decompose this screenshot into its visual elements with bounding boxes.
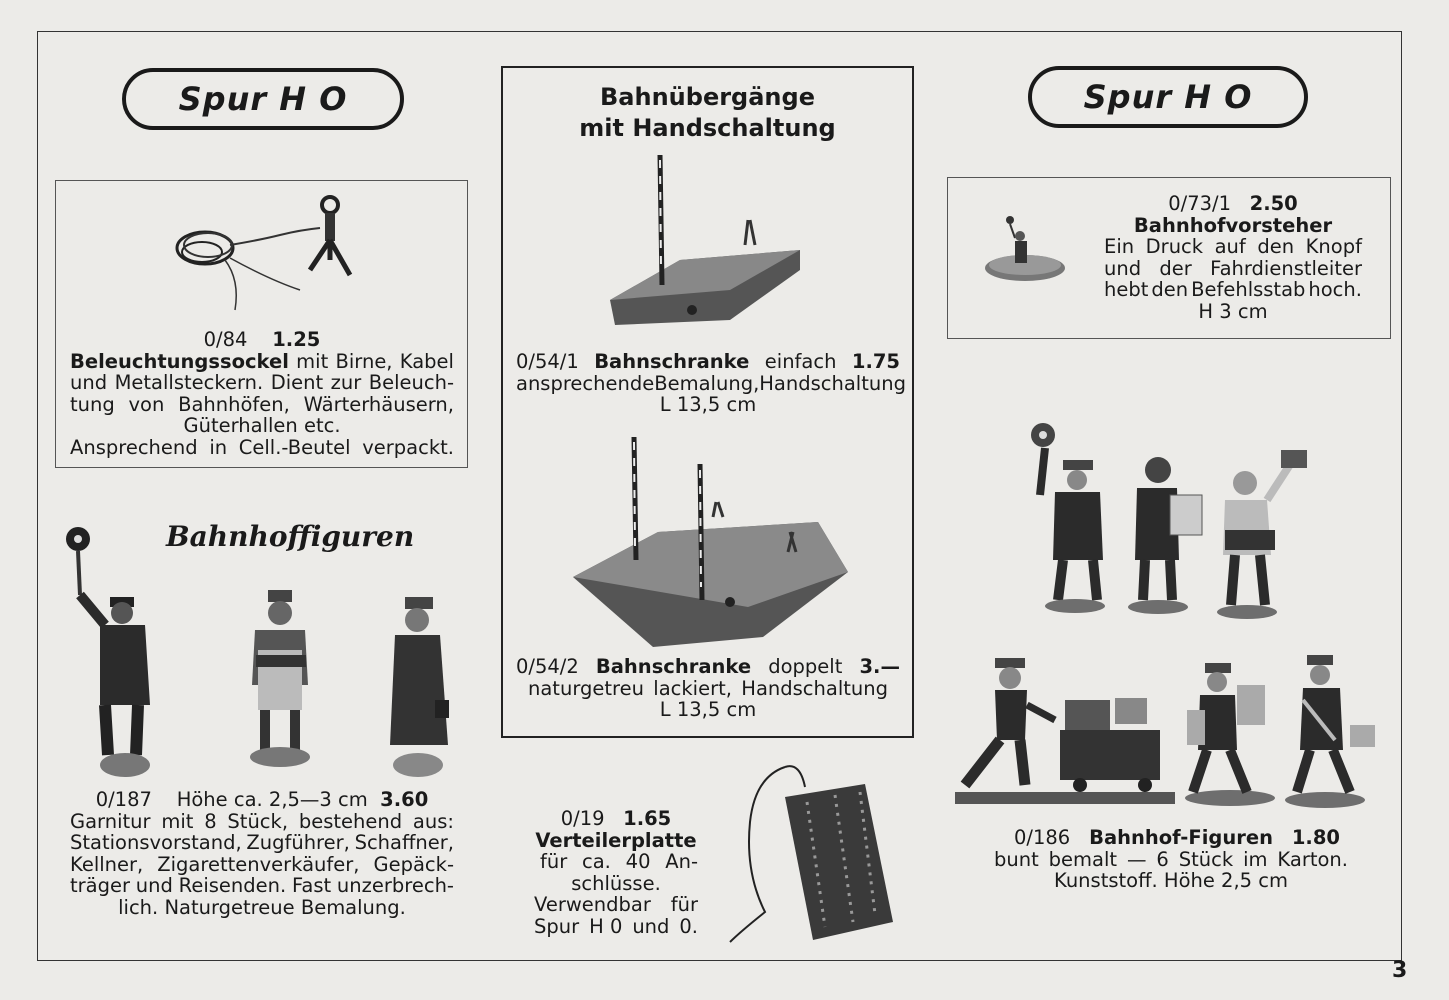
vorsteher-code-line [1104, 193, 1362, 215]
sockel-name: Beleuchtungssockel [70, 349, 289, 373]
fig187-line5: lich. Naturgetreue Bemalung. [118, 895, 406, 919]
station-figures-image [60, 525, 460, 785]
spur-h0-badge-left: Spur H O [122, 68, 404, 130]
single-crossing-text [516, 350, 906, 416]
plastic-figures-image [955, 420, 1375, 810]
fig186-line3: Kunststoff. Höhe 2,5 cm [1054, 869, 1288, 892]
verteiler-line4: Verwendbar für [534, 893, 698, 916]
fig186-price: 1.80 [1291, 826, 1340, 849]
fig186-text [994, 827, 1348, 892]
sockel-price: 1.25 [272, 328, 321, 351]
crossing-title [501, 82, 914, 144]
fig186-line2: bunt bemalt — 6 Stück im Karton. [994, 847, 1348, 871]
vorsteher-line2: und der Fahrdienstleiter [1104, 256, 1362, 280]
crossing-title-line2: mit Handschaltung [579, 114, 836, 142]
sockel-code: 0/84 [203, 328, 248, 351]
verteiler-line5: Spur H 0 und 0. [534, 914, 698, 938]
single-crossing-line3: L 13,5 cm [659, 393, 757, 416]
fig187-line2: Stationsvorstand, Zugführer, Schaffner, [70, 831, 454, 854]
sockel-line5: Ansprechend in Cell.-Beutel verpackt. [70, 435, 454, 459]
crossing-title-line1: Bahnübergänge [600, 83, 815, 111]
vorsteher-line3: hebt den Befehlsstab hoch. [1104, 278, 1362, 301]
single-crossing-line2: ansprechendeBemalung,Handschaltung [516, 371, 906, 395]
single-name: Bahnschranke [594, 350, 750, 373]
fig186-name: Bahnhof-Figuren [1089, 826, 1273, 849]
double-crossing-image [568, 432, 858, 652]
figures-heading: Bahnhoffiguren [166, 520, 415, 553]
verteiler-line2: für ca. 40 An- [540, 850, 698, 873]
vorsteher-line4: H 3 cm [1198, 299, 1268, 323]
vorsteher-line1: Ein Druck auf den Knopf [1104, 235, 1362, 258]
fig187-code-line [70, 789, 454, 811]
vorsteher-code: 0/73/1 [1168, 192, 1232, 215]
fig187-line1: Garnitur mit 8 Stück, bestehend aus: [70, 809, 454, 833]
fig187-text [70, 789, 454, 918]
verteiler-price: 1.65 [623, 807, 672, 830]
double-code: 0/54/2 [516, 655, 579, 678]
vorsteher-text [1104, 193, 1362, 322]
verteiler-line3: schlüsse. [571, 871, 661, 895]
vorsteher-price: 2.50 [1249, 192, 1298, 215]
fig186-line1 [994, 827, 1348, 849]
fig187-price: 3.60 [380, 788, 429, 811]
verteiler-code-line [534, 808, 698, 830]
fig187-height: Höhe ca. 2,5—3 cm [176, 788, 368, 811]
spur-h0-badge-right: Spur H O [1028, 66, 1308, 128]
sockel-line3: tung von Bahnhöfen, Wärterhäusern, [70, 392, 454, 416]
sockel-line2: und Metallsteckern. Dient zur Beleuch- [70, 371, 454, 394]
fig186-code: 0/186 [1014, 826, 1071, 849]
sockel-line4: Güterhallen etc. [183, 414, 341, 437]
fig187-line3: Kellner, Zigarettenverkäufer, Gepäck- [70, 852, 454, 876]
station-master-image [980, 210, 1070, 285]
verteiler-name: Verteilerplatte [535, 828, 697, 852]
sockel-text [70, 329, 454, 458]
sockel-line1: Beleuchtungssockel mit Birne, Kabel [70, 349, 454, 373]
double-crossing-text [516, 656, 900, 721]
double-crossing-line1: 0/54/2 Bahnschranke doppelt 3.— [516, 655, 900, 678]
lighting-socket-image [170, 190, 370, 320]
single-crossing-image [600, 150, 820, 340]
double-crossing-line3: L 13,5 cm [659, 698, 757, 721]
fig187-code: 0/187 [95, 788, 152, 811]
double-name: Bahnschranke [595, 655, 752, 678]
vorsteher-name: Bahnhofvorsteher [1133, 213, 1333, 237]
verteiler-code: 0/19 [560, 807, 605, 830]
verteiler-text [534, 808, 698, 937]
distribution-plate-image [725, 762, 895, 952]
single-crossing-line1: 0/54/1 Bahnschranke einfach 1.75 [516, 350, 900, 373]
page-number: 3 [1392, 958, 1408, 983]
single-code: 0/54/1 [516, 350, 579, 373]
fig187-line4: träger und Reisenden. Fast unzerbrech- [70, 874, 454, 897]
double-price: 3.— [859, 655, 900, 678]
single-price: 1.75 [851, 350, 900, 373]
double-crossing-line2: naturgetreu lackiert, Handschaltung [528, 676, 888, 700]
sockel-code-line [70, 329, 454, 351]
